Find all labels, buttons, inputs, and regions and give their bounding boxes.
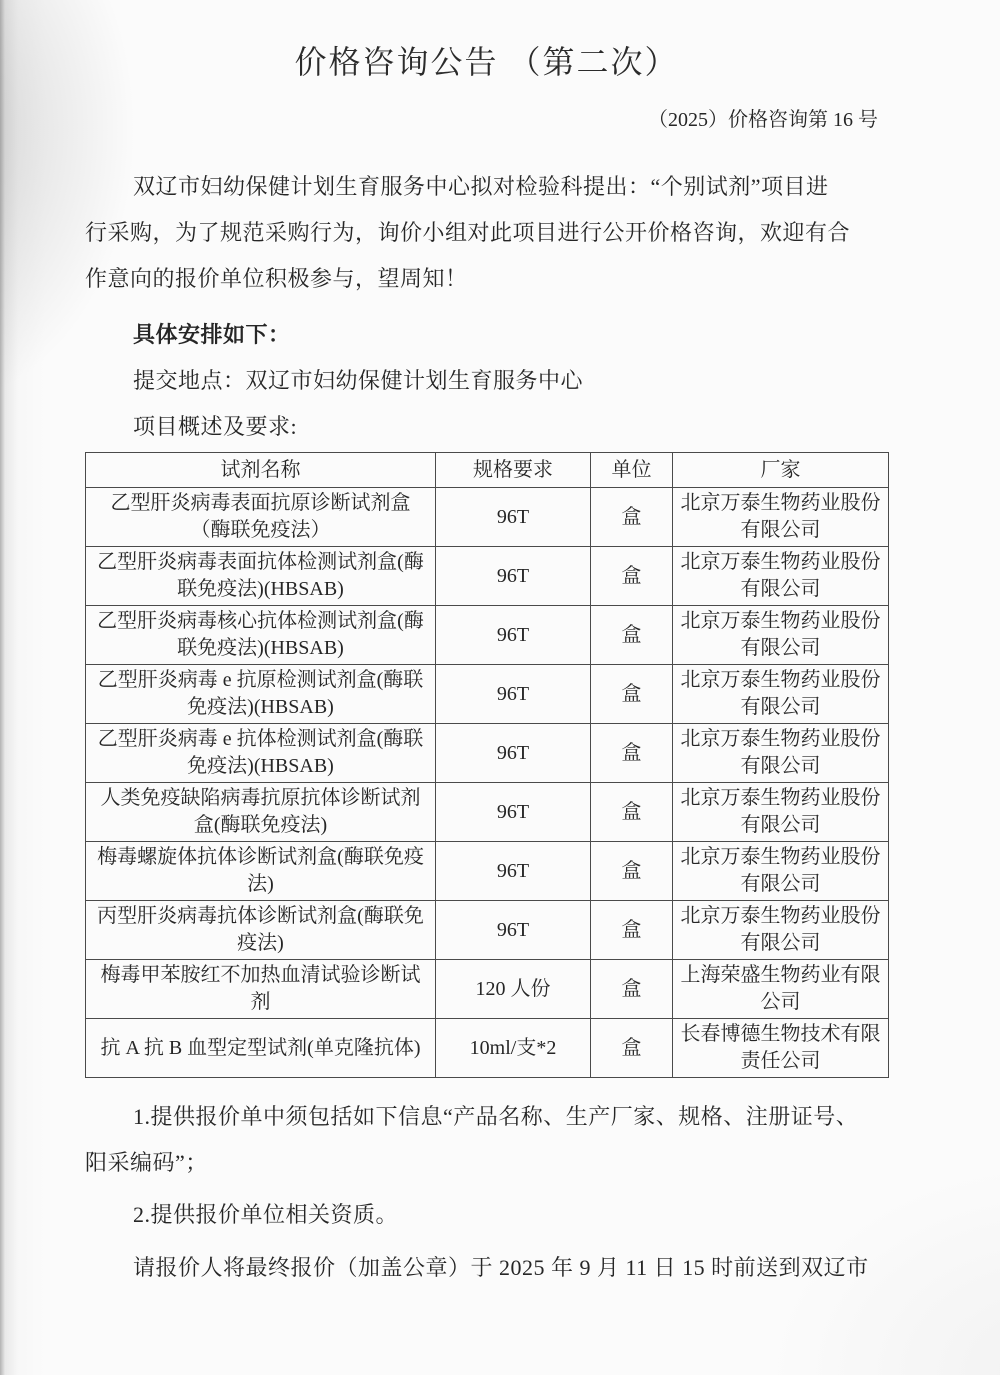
notes-section (85, 1094, 888, 1291)
table-row (86, 783, 889, 842)
cell-unit: 盒 (591, 783, 673, 842)
cell-unit: 盒 (591, 547, 673, 606)
table-row (86, 724, 889, 783)
cell-reagent-name: 乙型肝炎病毒核心抗体检测试剂盒(酶联免疫法)(HBSAB) (86, 606, 436, 665)
cell-reagent-name: 乙型肝炎病毒 e 抗原检测试剂盒(酶联免疫法)(HBSAB) (86, 665, 436, 724)
table-row (86, 901, 889, 960)
note-2: 2.提供报价单位相关资质。 (133, 1202, 399, 1227)
note-1-line-2: 阳采编码”； (85, 1150, 208, 1175)
cell-vendor: 北京万泰生物药业股份有限公司 (673, 606, 889, 665)
cell-reagent-name: 人类免疫缺陷病毒抗原抗体诊断试剂盒(酶联免疫法) (86, 783, 436, 842)
table-row (86, 960, 889, 1019)
overview-heading: 项目概述及要求: (133, 414, 298, 439)
cell-unit: 盒 (591, 665, 673, 724)
cell-reagent-name: 乙型肝炎病毒表面抗原诊断试剂盒（酶联免疫法） (86, 488, 436, 547)
closing-line: 请报价人将最终报价（加盖公章）于 2025 年 9 月 11 日 15 时前送到双辽市 (133, 1255, 869, 1280)
cell-spec: 120 人份 (436, 960, 591, 1019)
table-row (86, 842, 889, 901)
cell-spec: 10ml/支*2 (436, 1019, 591, 1078)
cell-vendor: 北京万泰生物药业股份有限公司 (673, 547, 889, 606)
cell-unit: 盒 (591, 488, 673, 547)
table-header-row (86, 453, 889, 488)
table-row (86, 547, 889, 606)
header-spec: 规格要求 (436, 453, 591, 488)
cell-unit: 盒 (591, 606, 673, 665)
table-row (86, 1019, 889, 1078)
cell-reagent-name: 丙型肝炎病毒抗体诊断试剂盒(酶联免疫法) (86, 901, 436, 960)
reagent-table (85, 452, 889, 1078)
cell-spec: 96T (436, 606, 591, 665)
submit-location: 提交地点：双辽市妇幼保健计划生育服务中心 (133, 368, 584, 393)
cell-vendor: 长春博德生物技术有限责任公司 (673, 1019, 889, 1078)
cell-reagent-name: 梅毒螺旋体抗体诊断试剂盒(酶联免疫法) (86, 842, 436, 901)
cell-vendor: 北京万泰生物药业股份有限公司 (673, 901, 889, 960)
cell-reagent-name: 乙型肝炎病毒 e 抗体检测试剂盒(酶联免疫法)(HBSAB) (86, 724, 436, 783)
cell-vendor: 北京万泰生物药业股份有限公司 (673, 665, 889, 724)
cell-reagent-name: 梅毒甲苯胺红不加热血清试验诊断试剂 (86, 960, 436, 1019)
cell-reagent-name: 乙型肝炎病毒表面抗体检测试剂盒(酶联免疫法)(HBSAB) (86, 547, 436, 606)
cell-unit: 盒 (591, 960, 673, 1019)
intro-line: 行采购，为了规范采购行为，询价小组对此项目进行公开价格咨询，欢迎有合 (85, 220, 851, 245)
cell-vendor: 北京万泰生物药业股份有限公司 (673, 842, 889, 901)
table-row (86, 665, 889, 724)
cell-spec: 96T (436, 665, 591, 724)
cell-unit: 盒 (591, 724, 673, 783)
header-vendor: 厂家 (673, 453, 889, 488)
table-row (86, 488, 889, 547)
header-reagent-name: 试剂名称 (86, 453, 436, 488)
cell-spec: 96T (436, 488, 591, 547)
page-title: 价格咨询公告 （第二次） (294, 44, 679, 80)
cell-vendor: 上海荣盛生物药业有限公司 (673, 960, 889, 1019)
intro-line: 双辽市妇幼保健计划生育服务中心拟对检验科提出：“个别试剂”项目进 (133, 174, 829, 199)
cell-unit: 盒 (591, 842, 673, 901)
cell-spec: 96T (436, 547, 591, 606)
cell-vendor: 北京万泰生物药业股份有限公司 (673, 488, 889, 547)
table-row (86, 606, 889, 665)
cell-unit: 盒 (591, 901, 673, 960)
doc-number: （2025）价格咨询第 16 号 (648, 109, 878, 131)
header-unit: 单位 (591, 453, 673, 488)
cell-spec: 96T (436, 901, 591, 960)
cell-spec: 96T (436, 724, 591, 783)
intro-line: 作意向的报价单位积极参与，望周知！ (85, 266, 468, 291)
cell-vendor: 北京万泰生物药业股份有限公司 (673, 783, 889, 842)
cell-reagent-name: 抗 A 抗 B 血型定型试剂(单克隆抗体) (86, 1019, 436, 1078)
cell-spec: 96T (436, 783, 591, 842)
intro-paragraph (85, 164, 888, 302)
schedule-heading: 具体安排如下： (133, 322, 291, 347)
cell-unit: 盒 (591, 1019, 673, 1078)
cell-spec: 96T (436, 842, 591, 901)
note-1-line-1: 1.提供报价单中须包括如下信息“产品名称、生产厂家、规格、注册证号、 (133, 1104, 859, 1129)
cell-vendor: 北京万泰生物药业股份有限公司 (673, 724, 889, 783)
